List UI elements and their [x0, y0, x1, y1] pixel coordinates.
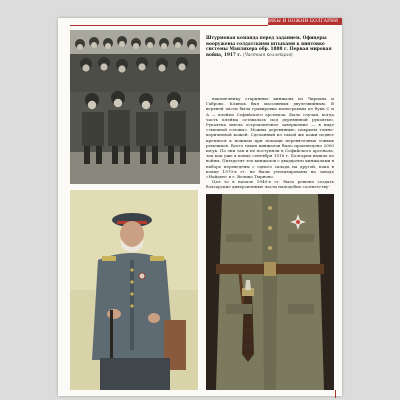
header-rule	[70, 25, 268, 26]
running-header	[58, 18, 342, 26]
caption-credit: (Частная коллекция)	[242, 52, 293, 58]
book-page	[58, 18, 342, 396]
page-number: 63	[327, 384, 334, 390]
assault-team-photo	[70, 30, 200, 184]
body-text	[206, 96, 334, 190]
photo-caption	[206, 36, 332, 58]
general-portrait-photo	[70, 190, 198, 390]
body-paragraph: Цел то в начале 1940-х гг. было решено создать болгарские диверсионные части наподобие соответству-	[206, 179, 334, 190]
running-title: ЩИКЫ И НОЖНИ БОЛГАРИИ	[263, 18, 338, 24]
side-rule	[335, 390, 336, 398]
body-paragraph: наконечнику старинные кинжалы из Чирпана и Габрово. Клинок был массивным двулезвийным. В верхней части была гравировка монограммы из букв С и А — клеймо Софийского арсенала. Было случаи, когда часть клейма оставалась под деревянной рукоятью. Рукоятка имела остроконечное завершение — в виде «змеиной головы». Ножны деревянные, покрыты темно-коричневой кожей. Сделанный из такой же кожи подвес крепился к ножнам при помощи перевязочных тонких ремешков. Всего таких кинжалов было произведено 2000 штук. По они так и не поступили в Софийского арсенала, так как уже в конце сентября 1918 г. Болгария вышла из войны. Пятьдесят тех кинжалов с двадцатью кинжалами в наборе переведены с одного склада на другой, пока в конце 1970-х гг. не были утилизированы на заводе «Найден» в г. Велико Тырново.	[206, 96, 334, 180]
uniform-dagger-photo	[206, 194, 334, 390]
caption-text: Штурмовая команда перед заданием. Офицеры вооружены солдатскими штыками к винтовке системы Манлихера обр. 1888 г. Первая мировая война, 1917 г.	[206, 36, 332, 58]
header-bar	[263, 18, 342, 25]
